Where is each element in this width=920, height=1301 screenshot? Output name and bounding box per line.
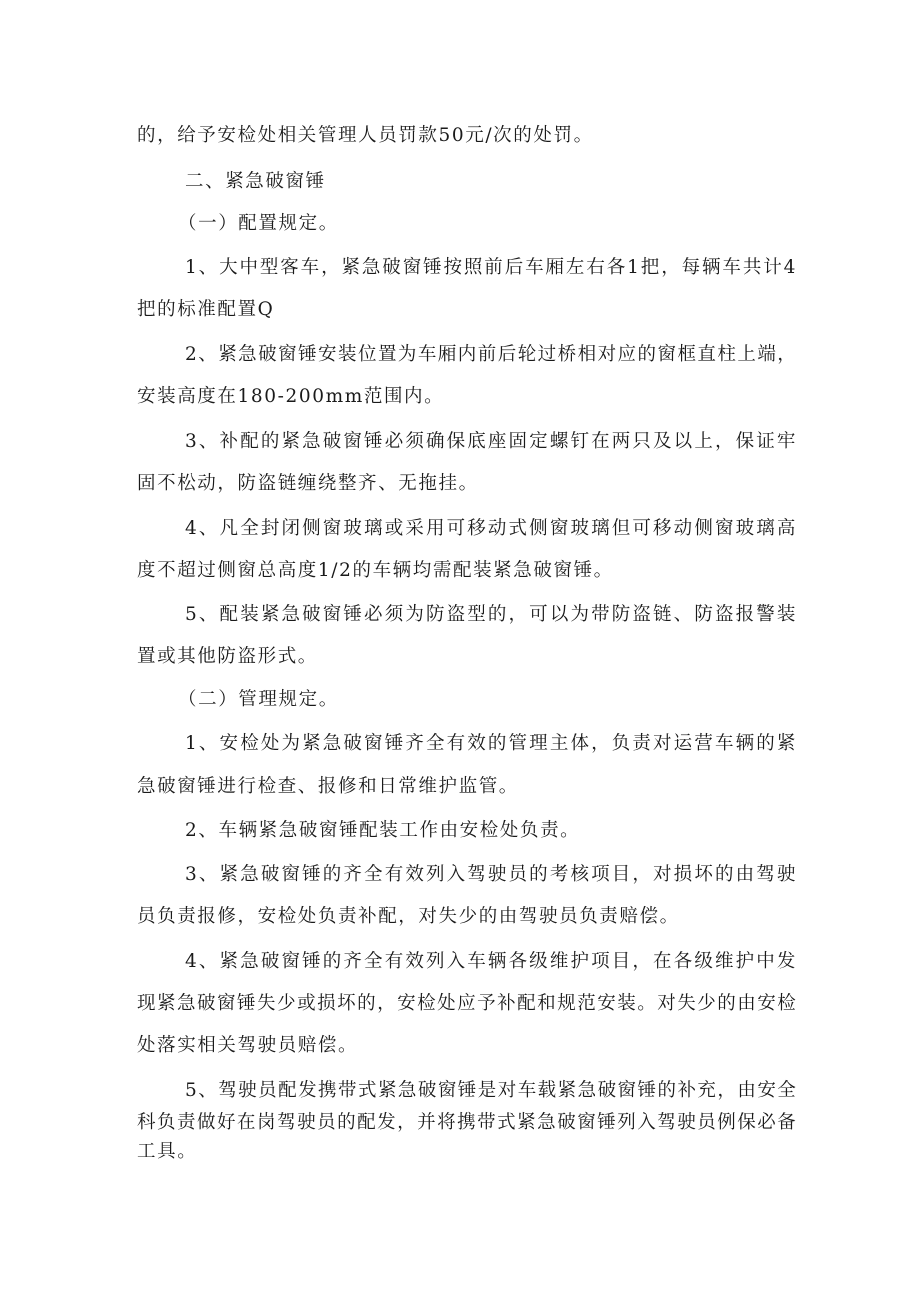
paragraph-line: 工具。	[137, 1141, 198, 1162]
paragraph-line: 安装高度在180-200mm范围内。	[137, 386, 445, 407]
paragraph-line: 5、配装紧急破窗锤必须为防盗型的，可以为带防盗链、防盗报警装	[185, 604, 797, 625]
paragraph-line: 3、补配的紧急破窗锤必须确保底座固定螺钉在两只及以上，保证牢	[185, 431, 797, 452]
paragraph-line: 2、车辆紧急破窗锤配装工作由安检处负责。	[185, 820, 581, 841]
paragraph-line: 3、紧急破窗锤的齐全有效列入驾驶员的考核项目，对损坏的由驾驶	[185, 864, 797, 885]
paragraph-line: 现紧急破窗锤失少或损坏的，安检处应予补配和规范安装。对失少的由安检	[137, 993, 797, 1014]
paragraph-line: 员负责报修，安检处负责补配，对失少的由驾驶员负责赔偿。	[137, 906, 680, 927]
paragraph-line: 把的标准配置Q	[137, 299, 275, 320]
paragraph-line: 度不超过侧窗总高度1/2的车辆均需配装紧急破窗锤。	[137, 560, 614, 581]
subsection-heading: （二）管理规定。	[178, 689, 339, 710]
paragraph-line: 的，给予安检处相关管理人员罚款50元/次的处罚。	[137, 125, 594, 146]
paragraph-line: 处落实相关驾驶员赔偿。	[137, 1035, 359, 1056]
paragraph-line: 4、凡全封闭侧窗玻璃或采用可移动式侧窗玻璃但可移动侧窗玻璃高	[185, 518, 797, 539]
paragraph-line: 1、大中型客车，紧急破窗锤按照前后车厢左右各1把，每辆车共计4	[185, 257, 797, 278]
section-heading: 二、紧急破窗锤	[185, 171, 326, 192]
paragraph-line: 5、驾驶员配发携带式紧急破窗锤是对车载紧急破窗锤的补充，由安全	[185, 1080, 797, 1101]
paragraph-line: 2、紧急破窗锤安装位置为车厢内前后轮过桥相对应的窗框直柱上端，	[185, 344, 797, 365]
paragraph-line: 4、紧急破窗锤的齐全有效列入车辆各级维护项目，在各级维护中发	[185, 951, 797, 972]
paragraph-line: 1、安检处为紧急破窗锤齐全有效的管理主体，负责对运营车辆的紧	[185, 733, 797, 754]
subsection-heading: （一）配置规定。	[178, 213, 339, 234]
paragraph-line: 急破窗锤进行检查、报修和日常维护监管。	[137, 776, 519, 797]
paragraph-line: 置或其他防盗形式。	[137, 646, 318, 667]
paragraph-line: 固不松动，防盗链缠绕整齐、无拖挂。	[137, 473, 479, 494]
paragraph-line: 科负责做好在岗驾驶员的配发，并将携带式紧急破窗锤列入驾驶员例保必备	[137, 1112, 797, 1133]
